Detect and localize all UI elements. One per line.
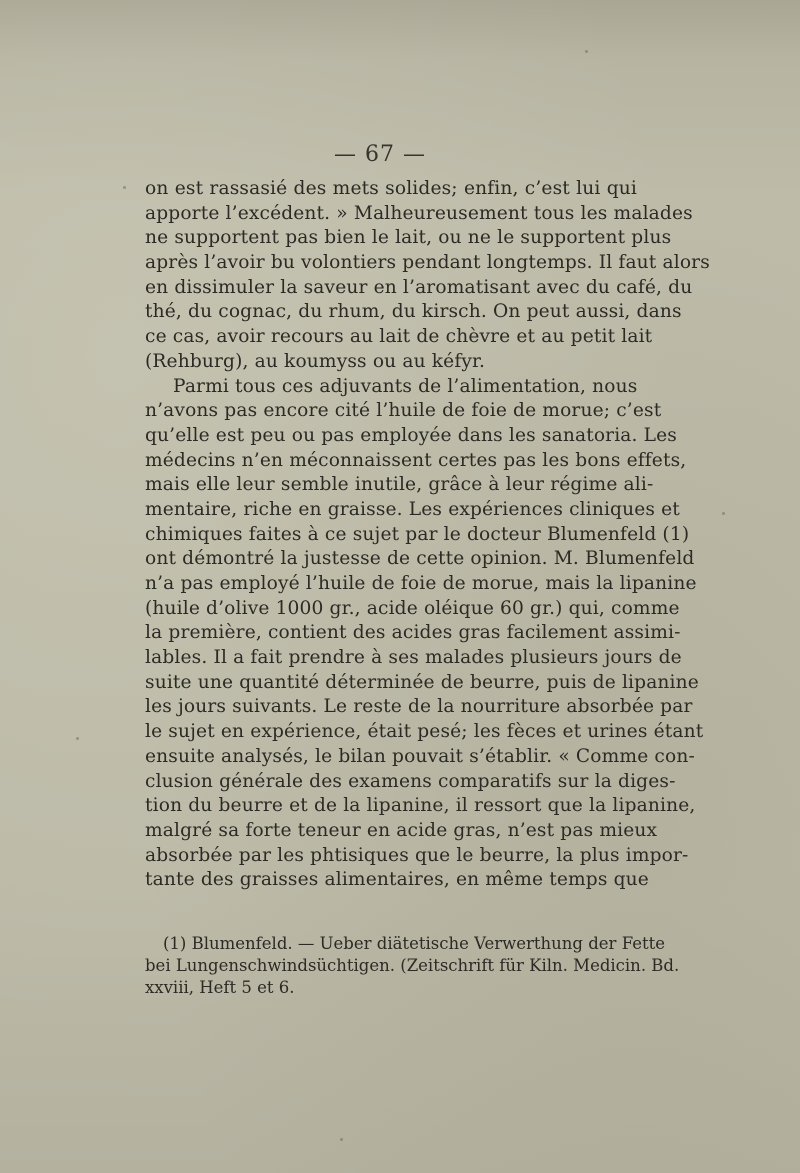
text-line: absorbée par les phtisiques que le beurre, la plus impor-: [145, 844, 689, 866]
text-line: ne supportent pas bien le lait, ou ne le supportent plus: [145, 227, 672, 249]
text-line-paragraph-start: Parmi tous ces adjuvants de l’alimentation, nous: [173, 375, 638, 397]
text-line: on est rassasié des mets solides; enfin, c’est lui qui: [145, 178, 637, 199]
text-line-paragraph-end: (Rehburg), au koumyss ou au kéfyr.: [145, 350, 486, 372]
text-line: mentaire, riche en graisse. Les expériences cliniques et: [145, 498, 680, 520]
text-line: le sujet en expérience, était pesé; les fèces et urines étant: [145, 721, 704, 743]
text-line: thé, du cognac, du rhum, du kirsch. On peut aussi, dans: [145, 301, 682, 323]
paper-speck: [123, 186, 126, 189]
text-line: malgré sa forte teneur en acide gras, n’est pas mieux: [145, 819, 658, 841]
footnote-line: xxviii, Heft 5 et 6.: [145, 978, 295, 997]
text-line: tante des graisses alimentaires, en même temps que: [145, 869, 649, 891]
text-line: ont démontré la justesse de cette opinion. M. Blumenfeld: [145, 548, 695, 570]
paper-speck: [585, 50, 588, 53]
page-number: — 67 —: [334, 142, 426, 167]
text-line: chimiques faites à ce sujet par le docteur Blumenfeld (1): [145, 523, 690, 545]
text-line: n’avons pas encore cité l’huile de foie de morue; c’est: [145, 400, 662, 422]
footnote-line: (1) Blumenfeld. — Ueber diätetische Verwerthung der Fette: [163, 934, 666, 953]
body-text: [145, 177, 710, 893]
text-line: apporte l’excédent. » Malheureusement tous les malades: [145, 202, 693, 224]
text-line: n’a pas employé l’huile de foie de morue, mais la lipanine: [145, 573, 697, 594]
paper-speck: [340, 1138, 343, 1141]
text-line: qu’elle est peu ou pas employée dans les sanatoria. Les: [145, 424, 677, 446]
text-line: suite une quantité déterminée de beurre, puis de lipanine: [145, 671, 699, 693]
text-line: (huile d’olive 1000 gr., acide oléique 60 gr.) qui, comme: [145, 597, 680, 619]
text-line: clusion générale des examens comparatifs sur la diges-: [145, 770, 676, 792]
paper-speck: [76, 737, 79, 740]
footnote-line: bei Lungenschwindsüchtigen. (Zeitschrift für Kiln. Medicin. Bd.: [145, 956, 680, 975]
text-line: après l’avoir bu volontiers pendant longtemps. Il faut alors: [145, 252, 710, 274]
text-line: lables. Il a fait prendre à ses malades plusieurs jours de: [145, 647, 682, 669]
text-line: la première, contient des acides gras facilement assimi-: [145, 622, 681, 644]
footnote: [145, 933, 680, 999]
text-line: les jours suivants. Le reste de la nourriture absorbée par: [145, 696, 693, 718]
text-line: médecins n’en méconnaissent certes pas les bons effets,: [145, 449, 687, 471]
text-line: ce cas, avoir recours au lait de chèvre et au petit lait: [145, 326, 653, 348]
text-line: tion du beurre et de la lipanine, il ressort que la lipanine,: [145, 795, 696, 817]
text-line: ensuite analysés, le bilan pouvait s’établir. « Comme con-: [145, 745, 695, 767]
text-line: en dissimuler la saveur en l’aromatisant avec du café, du: [145, 276, 693, 298]
text-line: mais elle leur semble inutile, grâce à leur régime ali-: [145, 474, 654, 496]
paper-speck: [722, 512, 725, 515]
